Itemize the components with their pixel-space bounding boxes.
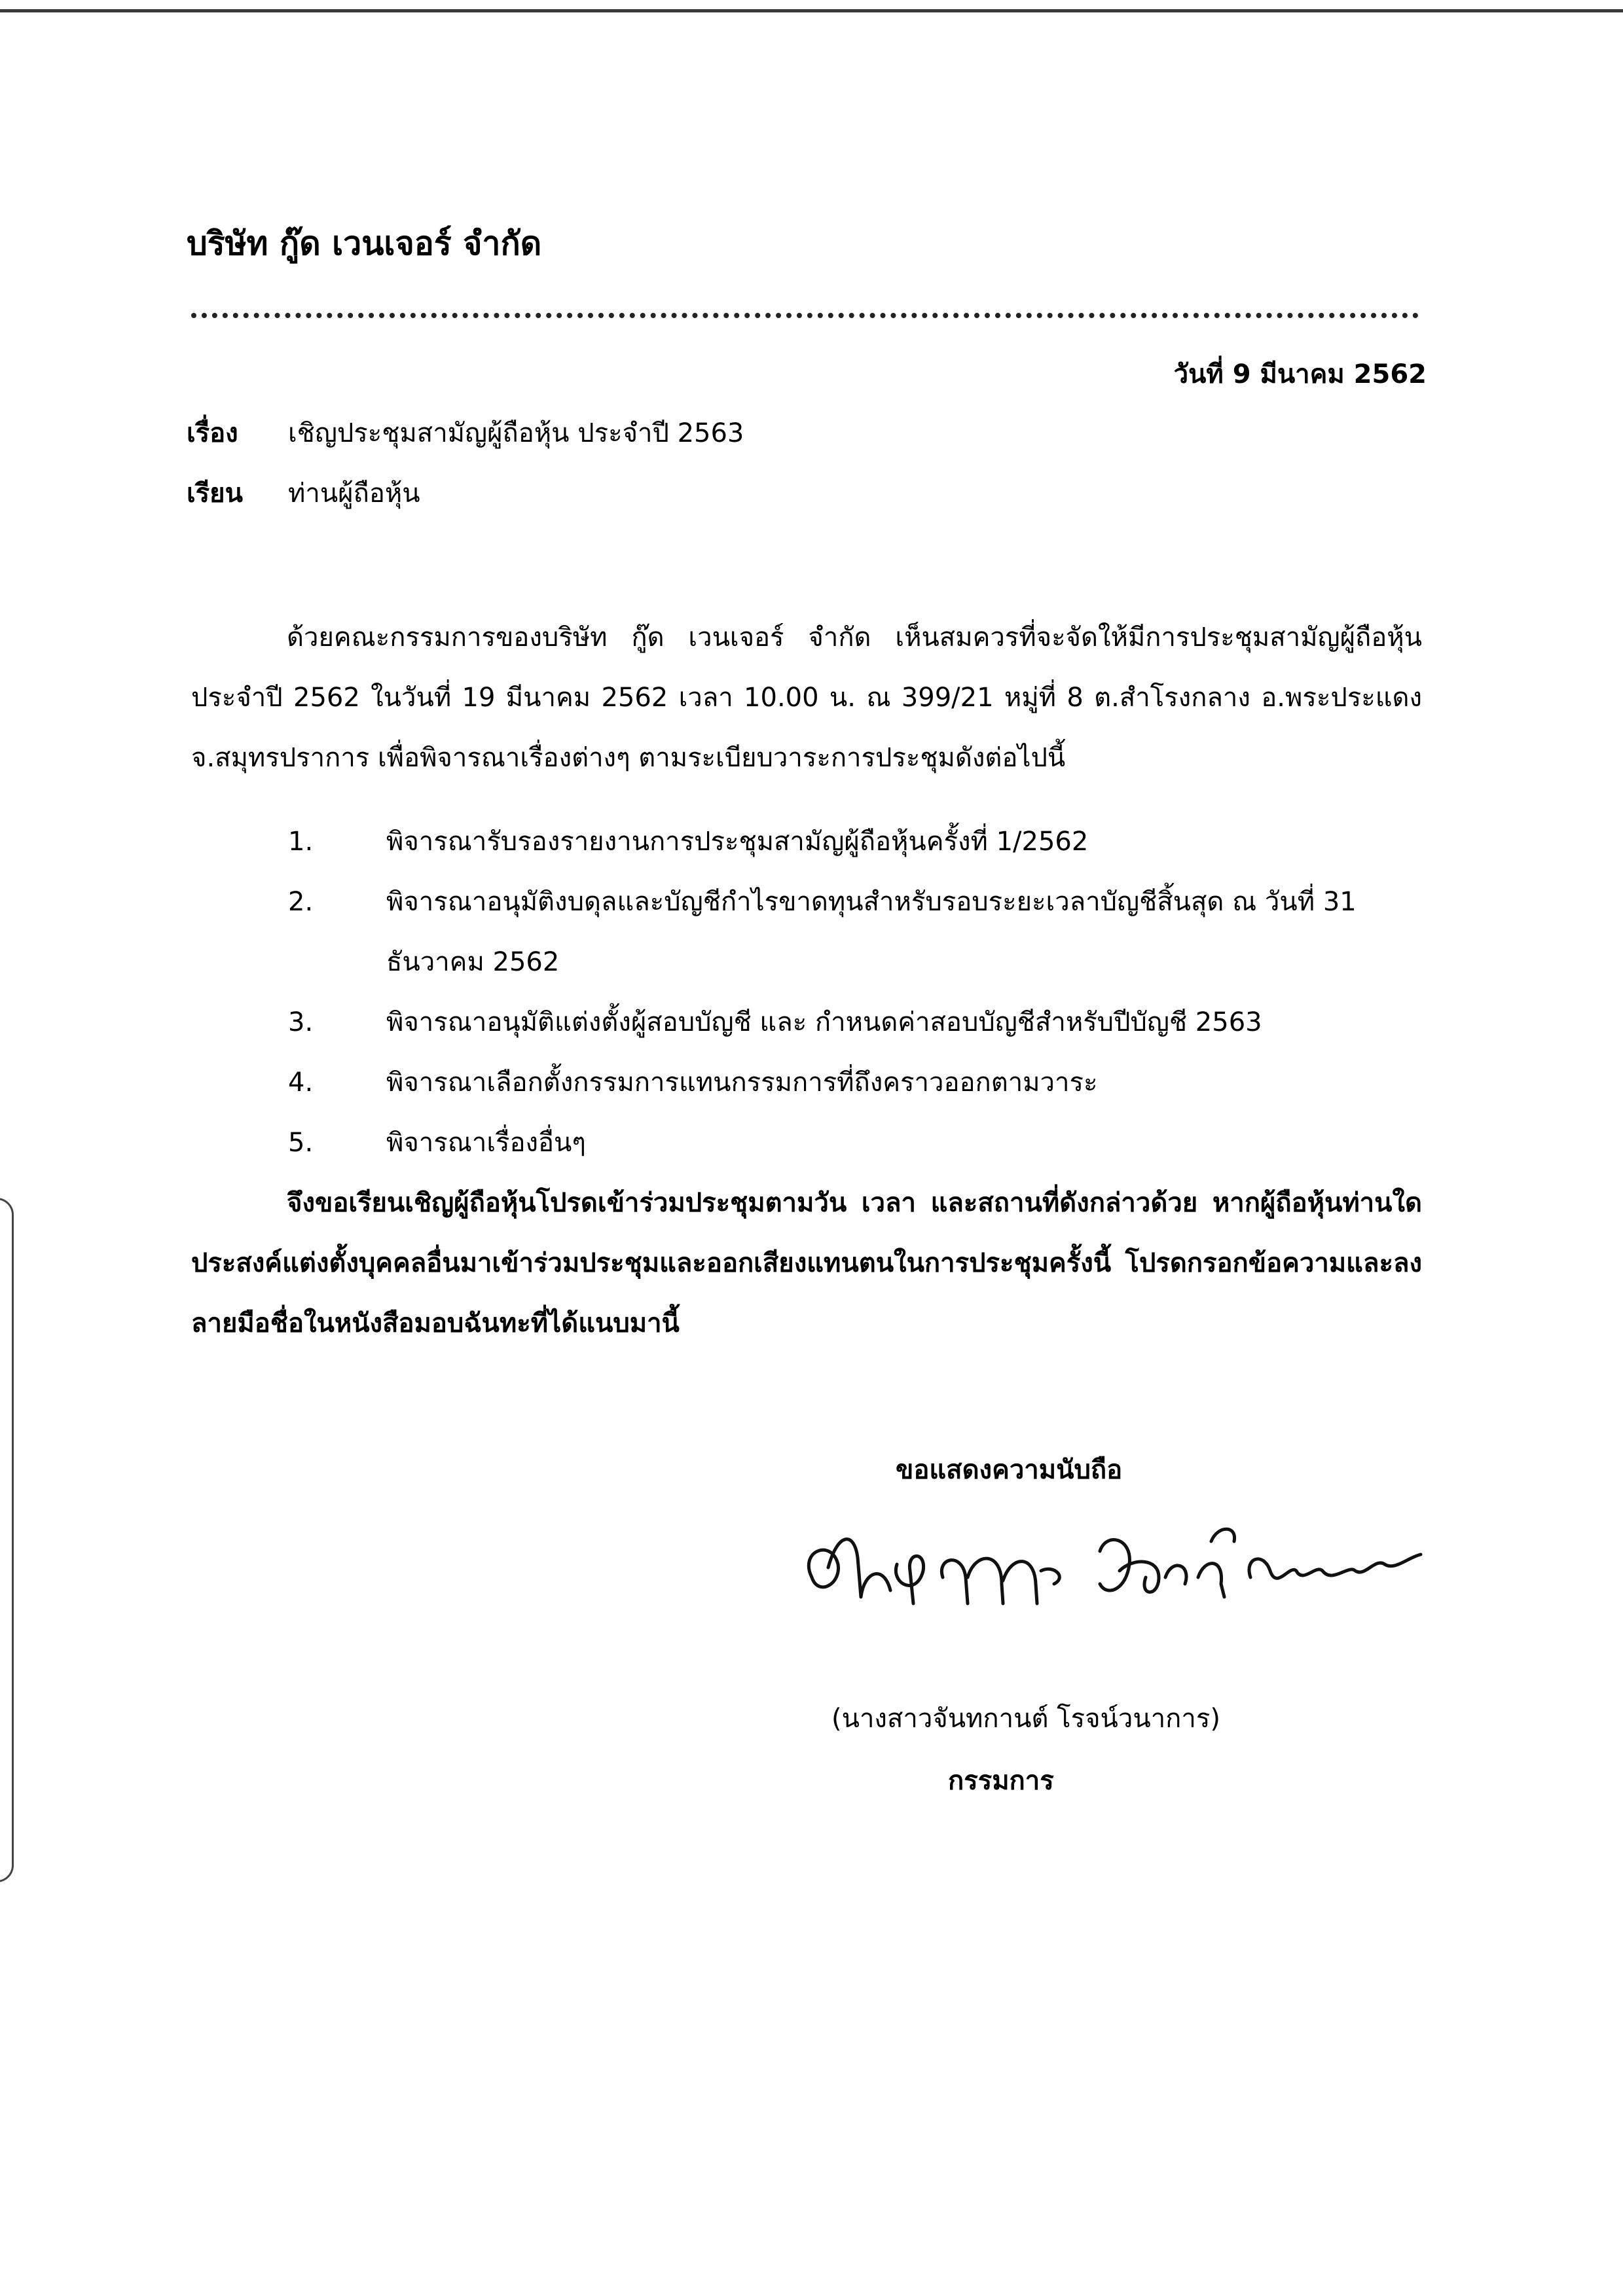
- agenda-number: 2.: [288, 887, 314, 917]
- letter-date: วันที่ 9 มีนาคม 2562: [1173, 359, 1427, 389]
- agenda-text: พิจารณาอนุมัติแต่งตั้งผู้สอบบัญชี และ กำหนดค่าสอบบัญชีสำหรับปีบัญชี 2563: [386, 1007, 1262, 1037]
- agenda-number: 3.: [288, 1007, 314, 1037]
- subject-label: เรื่อง: [187, 418, 238, 448]
- agenda-text: พิจารณารับรองรายงานการประชุมสามัญผู้ถือหุ้นครั้งที่ 1/2562: [386, 827, 1089, 857]
- agenda-text: พิจารณาเลือกตั้งกรรมการแทนกรรมการที่ถึงคราวออกตามวาระ: [386, 1067, 1098, 1098]
- signer-name: (นางสาวจันทกานต์ โรจน์วนาการ): [831, 1704, 1220, 1734]
- agenda-text: พิจารณาอนุมัติงบดุลและบัญชีกำไรขาดทุนสำหรับรอบระยะเวลาบัญชีสิ้นสุด ณ วันที่ 31 ธันวาคม 2562: [386, 887, 1357, 977]
- agenda-number: 4.: [288, 1067, 314, 1098]
- top-border-line: [0, 9, 1623, 12]
- dotted-separator: [191, 313, 1419, 318]
- recipient-label: เรียน: [187, 478, 243, 509]
- agenda-number: 1.: [288, 827, 314, 857]
- binding-bracket: [0, 1198, 14, 1882]
- intro-paragraph: [191, 607, 1422, 788]
- closing-phrase: ขอแสดงความนับถือ: [896, 1455, 1123, 1485]
- invitation-paragraph: [191, 1173, 1422, 1354]
- recipient-text: ท่านผู้ถือหุ้น: [288, 478, 420, 509]
- company-name: บริษัท กู๊ด เวนเจอร์ จำกัด: [187, 224, 542, 262]
- agenda-number: 5.: [288, 1128, 314, 1158]
- agenda-text: พิจารณาเรื่องอื่นๆ: [386, 1128, 586, 1158]
- intro-text: ด้วยคณะกรรมการของบริษัท กู๊ด เวนเจอร์ จำกัด เห็นสมควรที่จะจัดให้มีการประชุมสามัญผู้ถือหุ้นประจำปี 2562 ในวันที่ 19 มีนาคม 2562 เวลา 10.00 น. ณ 399/21 หมู่ที่ 8 ต.สำโรงกลาง อ.พระประแดง จ.สมุทรปราการ เพื่อพิจารณาเรื่องต่างๆ ตามระเบียบวาระการประชุมดังต่อไปนี้: [191, 622, 1422, 773]
- subject-text: เชิญประชุมสามัญผู้ถือหุ้น ประจำปี 2563: [288, 418, 744, 448]
- invitation-text: จึงขอเรียนเชิญผู้ถือหุ้นโปรดเข้าร่วมประชุมตามวัน เวลา และสถานที่ดังกล่าวด้วย หากผู้ถือหุ้นท่านใดประสงค์แต่งตั้งบุคคลอื่นมาเข้าร่วมประชุมและออกเสียงแทนตนในการประชุมครั้งนี้ โปรดกรอกข้อความและลงลายมือชื่อในหนังสือมอบฉันทะที่ได้แนบมานี้: [191, 1188, 1422, 1338]
- handwritten-signature: [792, 1505, 1434, 1630]
- signer-position: กรรมการ: [948, 1766, 1054, 1796]
